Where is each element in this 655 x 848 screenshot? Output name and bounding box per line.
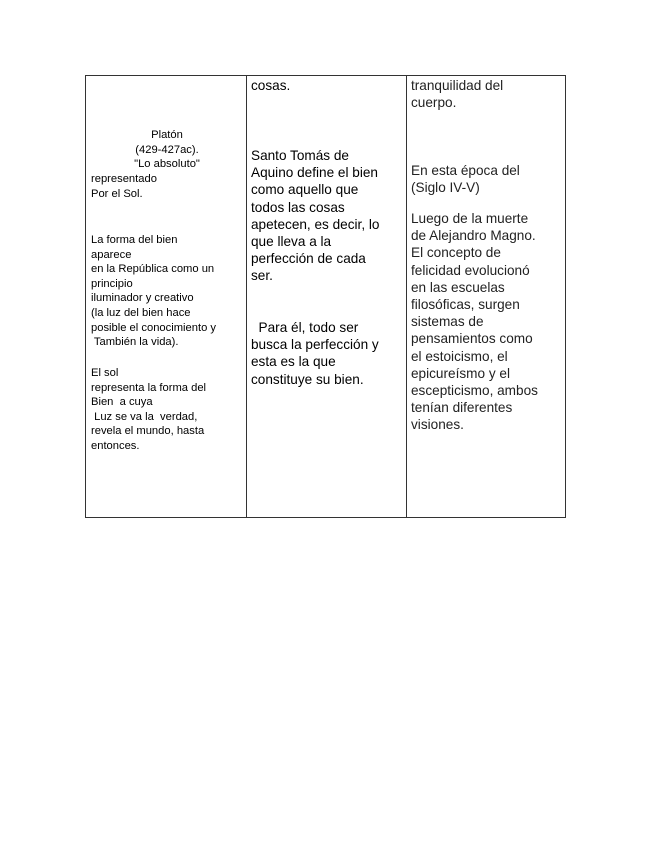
text-line: perfección de cada bbox=[251, 251, 366, 267]
text-line: todos las cosas bbox=[251, 199, 345, 215]
text-line: pensamientos como bbox=[411, 331, 533, 347]
text-line: sistemas de bbox=[411, 314, 484, 330]
text-line: Santo Tomás de bbox=[251, 148, 349, 163]
text-line: "Lo absoluto" bbox=[134, 158, 200, 171]
plato-paragraph-3 bbox=[91, 366, 243, 454]
text-line: filosóficas, surgen bbox=[411, 297, 520, 313]
text-line: (la luz del bien hace bbox=[91, 306, 191, 319]
text-line: También la vida). bbox=[91, 336, 179, 349]
plato-paragraph-1 bbox=[91, 172, 243, 201]
text-line: cosas. bbox=[251, 78, 291, 93]
column-epoca bbox=[406, 76, 566, 517]
text-line: Luz se va la verdad, bbox=[91, 410, 198, 423]
text-line: escepticismo, ambos bbox=[411, 383, 538, 399]
text-line: Platón bbox=[151, 129, 183, 141]
column-santo-tomas bbox=[246, 76, 406, 517]
tomas-paragraph-3 bbox=[251, 319, 403, 388]
text-line: cuerpo. bbox=[411, 95, 457, 111]
plato-paragraph-2 bbox=[91, 233, 243, 350]
text-line: revela el mundo, hasta bbox=[91, 425, 205, 438]
text-line: (429-427ac). bbox=[135, 143, 199, 156]
tomas-paragraph-1 bbox=[251, 77, 403, 94]
text-line: en la República como un bbox=[91, 263, 215, 276]
text-line: tenían diferentes bbox=[411, 400, 513, 416]
text-line: principio bbox=[91, 277, 133, 290]
tomas-paragraph-2 bbox=[251, 147, 403, 285]
text-line: felicidad evolucionó bbox=[411, 262, 530, 278]
epoca-paragraph-3 bbox=[411, 210, 563, 434]
text-line: entonces. bbox=[91, 439, 140, 452]
text-line: iluminador y creativo bbox=[91, 292, 194, 305]
text-line: representa la forma del bbox=[91, 381, 207, 394]
text-line: El sol bbox=[91, 367, 119, 379]
text-line: visiones. bbox=[411, 417, 464, 433]
plato-heading bbox=[91, 128, 243, 172]
epoca-paragraph-2 bbox=[411, 162, 563, 196]
text-line: el estoicismo, el bbox=[411, 348, 508, 364]
content-table bbox=[85, 75, 566, 518]
text-line: apetecen, es decir, lo bbox=[251, 216, 380, 232]
text-line: aparece bbox=[91, 248, 132, 261]
text-line: En esta época del bbox=[411, 163, 520, 178]
text-line: Aquino define el bien bbox=[251, 165, 378, 181]
text-line: en las escuelas bbox=[411, 279, 505, 295]
text-line: representado bbox=[91, 173, 157, 185]
text-line: (Siglo IV-V) bbox=[411, 180, 480, 196]
text-line: esta es la que bbox=[251, 354, 336, 370]
text-line: de Alejandro Magno. bbox=[411, 228, 536, 244]
text-line: Bien a cuya bbox=[91, 396, 153, 409]
text-line: constituye su bien. bbox=[251, 371, 364, 387]
epoca-paragraph-1 bbox=[411, 77, 563, 111]
text-line: posible el conocimiento y bbox=[91, 321, 216, 334]
text-line: que lleva a la bbox=[251, 234, 332, 250]
text-line: ser. bbox=[251, 268, 273, 284]
text-line: busca la perfección y bbox=[251, 337, 379, 353]
text-line: como aquello que bbox=[251, 182, 359, 198]
text-line: El concepto de bbox=[411, 245, 501, 261]
text-line: Por el Sol. bbox=[91, 187, 143, 200]
column-plato bbox=[86, 76, 246, 517]
text-line: Luego de la muerte bbox=[411, 211, 529, 226]
text-line: epicureísmo y el bbox=[411, 365, 510, 381]
text-line: Para él, todo ser bbox=[251, 320, 359, 335]
text-line: La forma del bien bbox=[91, 234, 178, 246]
text-line: tranquilidad del bbox=[411, 78, 504, 93]
